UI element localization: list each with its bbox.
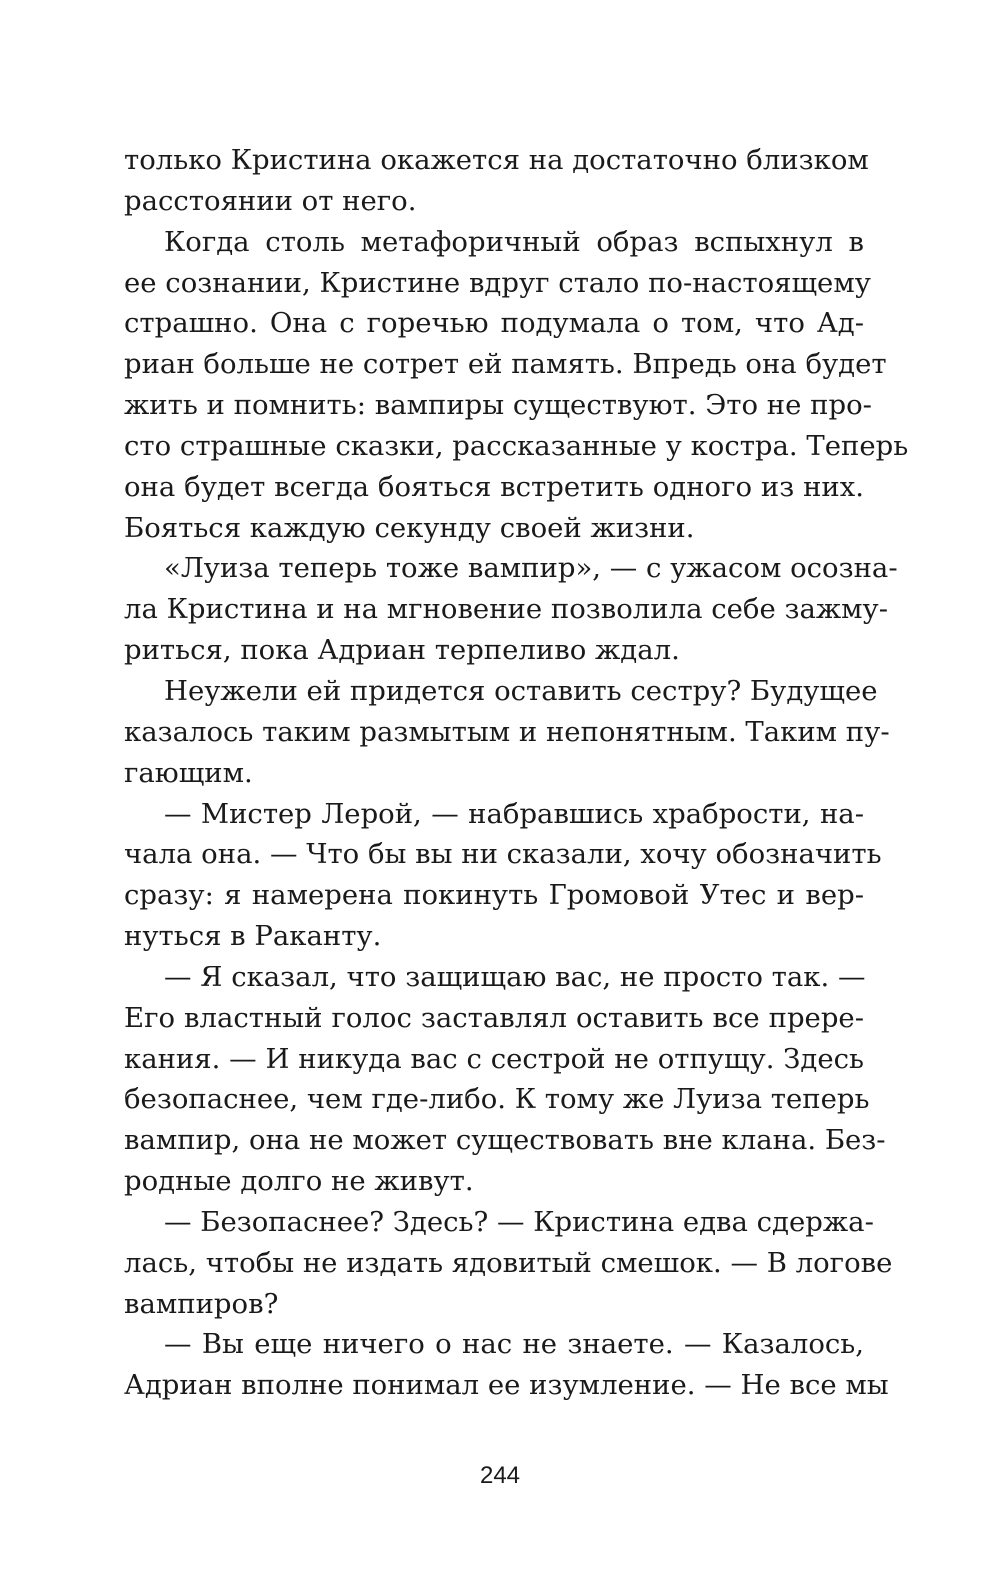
text-line: сто страшные сказки, рассказанные у костра. Теперь [124, 429, 909, 462]
text-line: «Луиза теперь тоже вампир», — с ужасом осозна- [164, 552, 898, 585]
text-line: вампир, она не может существовать вне клана. Без- [124, 1124, 886, 1157]
text-line: казалось таким размытым и непонятным. Таким пу- [124, 715, 890, 748]
text-line: ее сознании, Кристине вдруг стало по-настоящему [124, 266, 871, 299]
text-line: расстоянии от него. [124, 184, 417, 217]
text-line: жить и помнить: вампиры существуют. Это не про- [124, 389, 872, 422]
text-line: Бояться каждую секунду своей жизни. [124, 511, 695, 544]
text-line: она будет всегда бояться встретить одного из них. [124, 470, 864, 503]
text-line: Когда столь метафоричный образ вспыхнул в [164, 225, 864, 258]
text-line: только Кристина окажется на достаточно близком [124, 144, 869, 176]
text-line: Неужели ей придется оставить сестру? Будущее [164, 674, 878, 707]
text-line: Его властный голос заставлял оставить все прере- [124, 1001, 864, 1034]
text-line: лась, чтобы не издать ядовитый смешок. — В логове [124, 1246, 893, 1279]
text-line: чала она. — Что бы вы ни сказали, хочу обозначить [124, 838, 882, 871]
text-line: нуться в Раканту. [124, 920, 382, 953]
text-line: страшно. Она с горечью подумала о том, что Ад- [124, 307, 864, 340]
text-line: — Мистер Лерой, — набравшись храбрости, на- [164, 797, 864, 830]
text-line: ла Кристина и на мгновение позволила себе зажму- [124, 593, 889, 626]
text-line: родные долго не живут. [124, 1165, 474, 1198]
page-number: 244 [479, 1462, 521, 1489]
text-line: — Безопаснее? Здесь? — Кристина едва сдержа- [164, 1205, 874, 1238]
text-line: вампиров? [124, 1287, 279, 1320]
text-line: риться, пока Адриан терпеливо ждал. [124, 634, 680, 667]
text-line: Адриан вполне понимал ее изумление. — Не все мы [124, 1369, 889, 1402]
text-line: — Я сказал, что защищаю вас, не просто так. — [164, 960, 866, 993]
body-text [124, 140, 909, 1406]
text-line: кания. — И никуда вас с сестрой не отпущу. Здесь [124, 1042, 864, 1075]
text-line: безопаснее, чем где-либо. К тому же Луиза теперь [124, 1083, 870, 1116]
text-line: риан больше не сотрет ей память. Впредь она будет [124, 348, 887, 381]
text-line: гающим. [124, 756, 253, 789]
text-line: — Вы еще ничего о нас не знаете. — Казалось, [164, 1328, 864, 1361]
text-line: сразу: я намерена покинуть Громовой Утес и вер- [124, 879, 864, 912]
